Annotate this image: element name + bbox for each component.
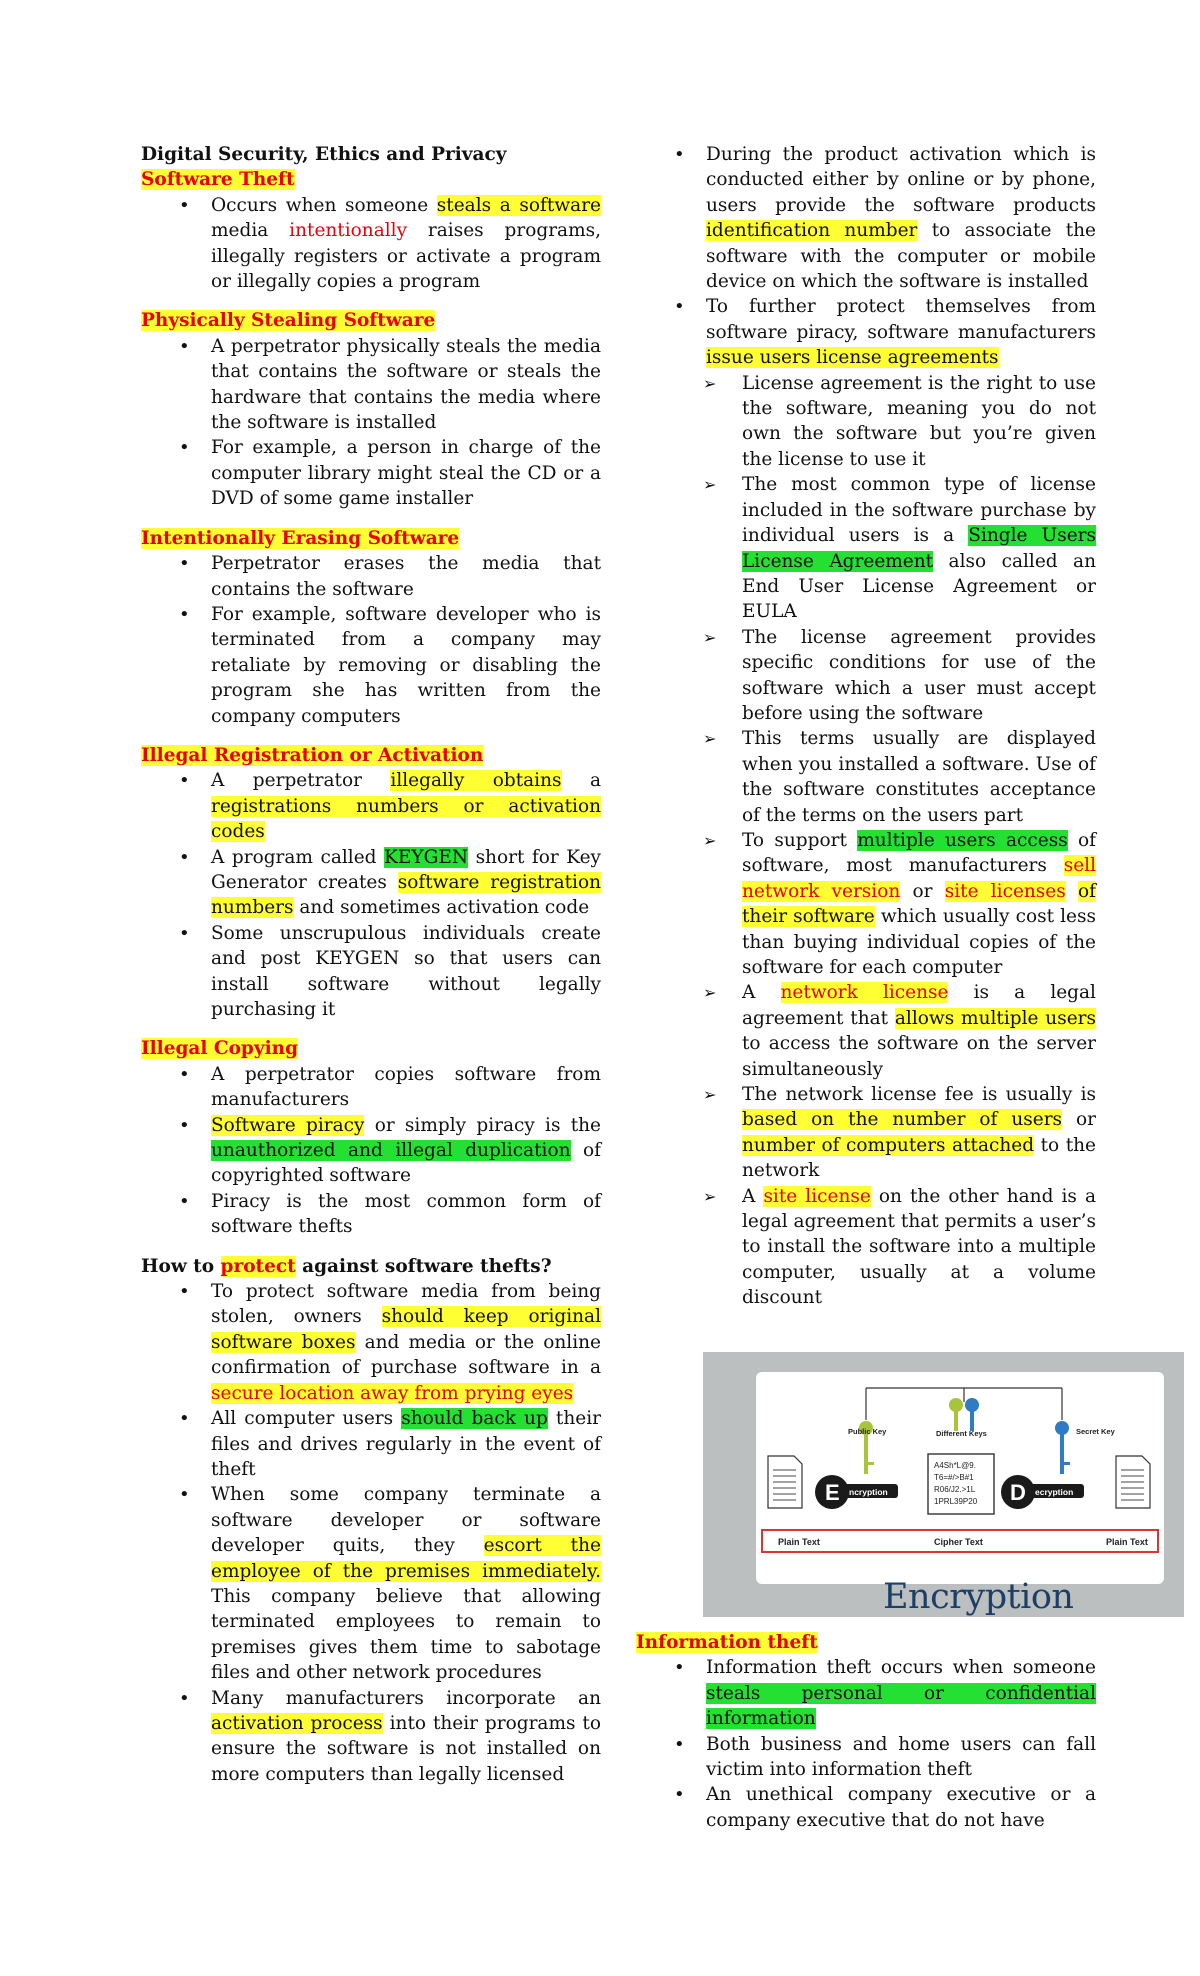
cipher-line: T6=#/>B#1 [934, 1473, 974, 1482]
decryption-badge [1001, 1475, 1084, 1509]
information-theft-section [636, 1630, 1096, 1833]
activation-list [636, 142, 1096, 1311]
cipher-line: R06/J2.>1L [934, 1485, 976, 1494]
plain-text-label-right: Plain Text [1106, 1537, 1148, 1547]
left-column [141, 142, 601, 1787]
arrow-item: ➢ License agreement is the right to use the software, meaning you do not own the software but you’re given the license to use it [636, 371, 1096, 473]
list-item: • To further protect themselves from software piracy, software manufacturers issue users license agreements [636, 294, 1096, 370]
heading-software-theft: Software Theft [141, 169, 295, 191]
illegal-copying-list [141, 1062, 601, 1240]
arrow-item: ➢ The most common type of license included in the software purchase by individual users is a Single Users License Agreement also called an End User License Agreement or EULA [636, 472, 1096, 624]
encryption-badge [815, 1475, 898, 1509]
cipher-line: 1PRL39P20 [934, 1497, 978, 1506]
heading-illegal-copying: Illegal Copying [141, 1038, 299, 1060]
different-keys-label: Different Keys [936, 1429, 987, 1438]
arrow-item: ➢ The network license fee is usually is based on the number of users or number of computers attached to the network [636, 1082, 1096, 1184]
list-item: • A program called KEYGEN short for Key Generator creates software registration numbers and sometimes activation code [141, 845, 601, 921]
list-item: • Both business and home users can fall victim into information theft [636, 1732, 1096, 1783]
arrow-item: ➢ To support multiple users access of software, most manufacturers sell network version or site licenses of their software which usually cost less than buying individual copies of the software for each computer [636, 828, 1096, 980]
plain-text-document-icon [768, 1456, 802, 1508]
list-item: • Many manufacturers incorporate an activation process into their programs to ensure the software is not installed on more computers than legally licensed [141, 1686, 601, 1788]
list-item: • Piracy is the most common form of software thefts [141, 1189, 601, 1240]
list-item: • An unethical company executive or a company executive that do not have [636, 1782, 1096, 1833]
information-theft-list [636, 1655, 1096, 1833]
encryption-label: ncryption [849, 1487, 888, 1497]
heading-information-theft: Information theft [636, 1632, 818, 1653]
list-item: • During the product activation which is conducted either by online or by phone, users provide the software products identification number to associate the software with the computer or mobile device on which the software is installed [636, 142, 1096, 294]
list-item: • A perpetrator copies software from manufacturers [141, 1062, 601, 1113]
decryption-initial: D [1010, 1480, 1026, 1505]
encryption-diagram-panel [756, 1372, 1164, 1584]
list-item: • Information theft occurs when someone steals personal or confidential information [636, 1655, 1096, 1731]
different-keys-icon [949, 1398, 979, 1431]
software-theft-list [141, 193, 601, 295]
arrow-item: ➢ The license agreement provides specific conditions for use of the software which a user must accept before using the software [636, 625, 1096, 727]
heading-erasing-software: Intentionally Erasing Software [141, 527, 460, 549]
document-title: Digital Security, Ethics and Privacy [141, 144, 507, 165]
heading-protect: How to protect against software thefts? [141, 1255, 552, 1277]
heading-physically-stealing: Physically Stealing Software [141, 310, 436, 332]
secret-key-label: Secret Key [1076, 1427, 1115, 1436]
secret-key-icon [1055, 1421, 1070, 1474]
heading-illegal-registration: Illegal Registration or Activation [141, 744, 484, 766]
list-item: • Software piracy or simply piracy is the unauthorized and illegal duplication of copyrighted software [141, 1113, 601, 1189]
plain-text-document-icon [1116, 1456, 1150, 1508]
list-item: • Some unscrupulous individuals create and post KEYGEN so that users can install software without legally purchasing it [141, 921, 601, 1023]
cipher-line: A4Sh*L@9. [934, 1461, 976, 1470]
cipher-text-label: Cipher Text [934, 1537, 983, 1547]
physically-stealing-list [141, 334, 601, 512]
list-item: • All computer users should back up their files and drives regularly in the event of theft [141, 1406, 601, 1482]
arrow-item: ➢ A site license on the other hand is a legal agreement that permits a user’s to install the software into a multiple computer, usually at a volume discount [636, 1184, 1096, 1311]
list-item: • To protect software media from being stolen, owners should keep original software boxes and media or the online confirmation of purchase software in a secure location away from prying eyes [141, 1279, 601, 1406]
illegal-registration-list [141, 768, 601, 1022]
list-item: • For example, software developer who is terminated from a company may retaliate by removing or disabling the program she has written from the company computers [141, 602, 601, 729]
plain-text-label-left: Plain Text [778, 1537, 820, 1547]
erasing-list [141, 551, 601, 729]
list-item: • For example, a person in charge of the computer library might steal the CD or a DVD of some game installer [141, 435, 601, 511]
encryption-initial: E [825, 1480, 840, 1505]
figure-caption: Encryption [883, 1577, 1074, 1617]
list-item: • Occurs when someone steals a software media intentionally raises programs, illegally registers or activate a program or illegally copies a program [141, 193, 601, 295]
right-column [636, 142, 1096, 1311]
public-key-label: Public Key [848, 1427, 887, 1436]
arrow-item: ➢ A network license is a legal agreement that allows multiple users to access the software on the server simultaneously [636, 980, 1096, 1082]
encryption-figure [703, 1352, 1184, 1617]
list-item: • When some company terminate a software developer or software developer quits, they escort the employee of the premises immediately. This company believe that allowing terminated employees to remain to premises gives them time to sabotage files and other network procedures [141, 1482, 601, 1685]
protect-list [141, 1279, 601, 1787]
list-item: • A perpetrator illegally obtains a registrations numbers or activation codes [141, 768, 601, 844]
list-item: • A perpetrator physically steals the media that contains the software or steals the hardware that contains the media where the software is installed [141, 334, 601, 436]
arrow-item: ➢ This terms usually are displayed when you installed a software. Use of the software constitutes acceptance of the terms on the users part [636, 726, 1096, 828]
encryption-diagram [756, 1372, 1164, 1584]
decryption-label: ecryption [1035, 1487, 1074, 1497]
list-item: • Perpetrator erases the media that contains the software [141, 551, 601, 602]
